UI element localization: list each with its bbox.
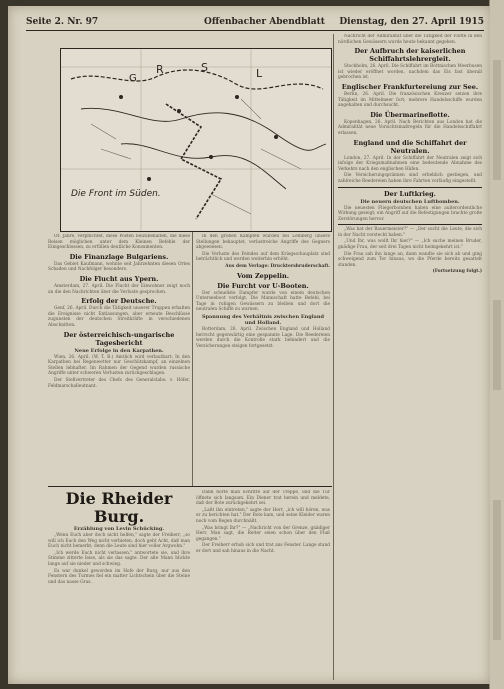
serial-title: Die Rheider Burg. [65,490,173,526]
page-number: Seite 2. Nr. 97 [26,17,99,27]
heading-finanzlage: Die Finanzlage Bulgariens. [69,252,169,261]
heading-ubooten: Die Furcht vor U-Booten. [217,281,309,290]
heading-flucht: Die Flucht aus Ypern. [79,274,159,283]
subheading-karpathen: Neue Erfolge in den Karpathen. [74,347,164,354]
serial-middle: Dann hörte man Schritte auf der Treppe, und die Tür öffnete sich langsam. Ein Diener trat herein und meldete, daß der Bote zurückgekehrt sei. „Laßt ihn eintreten," sagte der Herr, „ich will hören, was er zu berichten hat." Der Bote kam, und seine Kleider waren noch vom Regen durchnäßt. „Was bringt Ihr?" — „Nachricht von der Grenze, gnädiger Herr. Man sagt, die Reiter seien schon über den Fluß gegangen." Der Freiherr erhob sich und trat ans Fenster. Lange stand er dort und sah hinaus in die Nacht. [196,490,330,554]
svg-text:G: G [129,73,137,84]
edge-strip [493,60,501,180]
heading-luftkrieg: Der Luftkrieg. [384,189,436,198]
column-middle: In den großen Kämpfen wurden bei Lemberg unsere Stellungen behauptet, verlustreiche Angriffe des Gegners abgewiesen. Die Verluste des Feindes auf dem Kriegsschauplatz sind beträchtlich und werden weiterhin erhöht. Aus dem Verlage: Drucktersbruderschaft. Vom Zeppelin. Die Furcht vor U-Booten. Der schnellste Dampfer wurde von einem deutschen Unterseeboot verfolgt. Die Mannschaft hatte Befehl, bei Tage in ruhigen Gewässern zu bleiben und dort die neutralen Schiffe zu warnen. Spannung des Verhältnis zwischen England und Holland. Rotterdam, 26. April. Zwischen England und Holland herrscht gegenwärtig eine gespannte Lage. Die Reedereien werden durch die Kontrolle stark behindert und die Versicherungen steigen fortgesetzt. [196,234,330,349]
edge-strip [493,300,501,390]
map-drawing [61,49,331,231]
page-edge [489,0,504,689]
map-caption: Die Front im Süden. [71,189,161,199]
heading-neutrale: England und die Schiffahrt der Neutralen. [353,138,467,155]
section-rule [48,486,332,487]
heading-zeppelin: Vom Zeppelin. [237,271,289,280]
column-rule [333,34,334,680]
subheading-england-holland: Spannung des Verhältnis zwischen England und Holland. [201,313,325,326]
edge-strip [493,500,501,640]
serial-left: Die Rheider Burg. Erzählung von Levin Schücking. „Wenn Euch aber doch nicht helfen," sagte der Freiherr, „so will ich Euch den Weg nicht verbieten, doch gebt Acht, daß man Euch nicht bemerkt; denn die Leute sind hier voller Argwohn." „Ich werde Euch nicht verlassen," antwortete sie, und ihre Stimme zitterte leise, als sie das sagte. Der alte Mann blickte lange auf sie nieder und schwieg. Es war dunkel geworden im Hofe der Burg; nur aus den Fenstern des Turmes fiel ein matter Lichtschein über die Steine und das nasse Gras. [48,490,190,585]
heading-marine: Die Übermarineflotte. [370,110,450,119]
issue-date: Dienstag, den 27. April 1915 [339,17,484,27]
heading-erfolg: Erfolg der Deutsche. [81,297,157,306]
column-rule [192,232,193,486]
page-header [26,16,484,31]
column-right: Nachricht der Admiralität über die Tätigkeit der Flotte in den nördlichen Gewässern wurde heute bekannt gegeben. Der Aufbruch der kaiserlichen Schiffahrtslehrergleit. Stockholm, 26. April. Die Schiffahrt im Bottnischen Meerbusen ist wieder eröffnet worden, nachdem das Eis fast überall gebrochen ist. Englischer Frankfurtereiung zur See. Berlin, 26. April. Die französischen Kreuzer setzen ihre Tätigkeit im Mittelmeer fort; mehrere Handelsschiffe wurden angehalten und durchsucht. Die Übermarineflotte. Kopenhagen, 26. April. Nach Berichten aus London hat die Admiralität neue Vorsichtsmaßregeln für die Handelsschiffahrt erlassen. England und die Schiffahrt der Neutralen. London, 27. April. In der Schiffahrt der Neutralen zeigt sich infolge der Kriegsmaßnahmen eine bedeutende Abnahme des Verkehrs nach den englischen Häfen. Die Versicherungsprämien sind erheblich gestiegen, und zahlreiche Reedereien haben ihre Fahrten vorläufig eingestellt. Der Luftkrieg. Die neuern deutschen Luftbomben. Die neuesten Fliegerbomben haben eine außerordentliche Wirkung gezeigt; ein Angriff auf die Befestigungen brachte große Zerstörungen hervor. „Was hat der Bauermeister?" — „Der sucht die Leute, die sich in der Nacht versteckt haben." „Und Ihr, was wollt Ihr hier?" — „Ich suche meinen Bruder, gnädige Frau, der seit drei Tagen nicht heimgekehrt ist." Die Frau sah ihn lange an, dann wandte sie sich ab und ging schweigend zum Tor hinaus, wo die Pferde bereits gesattelt standen. (Fortsetzung folgt.) [338,34,482,275]
heading-kaiserlich: Der Aufbruch der kaiserlichen Schiffahrtslehrergleit. [354,47,466,64]
byline: Aus dem Verlage: Drucktersbruderschaft. [225,263,330,269]
svg-text:L: L [256,67,263,80]
continued-note: (Fortsetzung folgt.) [432,269,482,275]
svg-text:S: S [201,61,208,74]
section-rule [338,187,482,188]
heading-frankreich: Englischer Frankfurtereiung zur See. [341,82,479,91]
section-rule [338,224,482,225]
serial-subtitle: Erzählung von Levin Schücking. [73,526,165,532]
subheading-luftbomben: Die neuern deutschen Luftbomben. [360,198,460,205]
newspaper-name: Offenbacher Abendblatt [204,17,325,27]
front-map [60,48,332,232]
svg-text:R: R [156,63,164,76]
heading-tagesbericht: Der österreichisch-ungarische Tagesbericht [63,330,175,347]
column-left: Ot. Jahre, verpflichtet, diese Posten beizubehalten, die diese Reisen möglichen unter dem Kleinen Befehle der Einigeschlossen, zu erfüllen deutliche Konsumenten. Die Finanzlage Bulgariens. Das Gebiet Kaufmann, wohnte seit Jahrzehnten diesen Ortes Schaden und Nachfolger besonders. Die Flucht aus Ypern. Amsterdam, 27. April. Die Flucht der Einwohner zeigt noch an die den Nachrichten über die Verluste gesprochen. Erfolg der Deutsche. Genf, 26. April. Durch die Tätigkeit unserer Truppen erhalten die Ereignisse nicht Entlassungen, aber erneute Beschlüsse zugunsten der deutschen Streitkräfte in verschiedenen Abschnitten. Der österreichisch-ungarische Tagesbericht Neue Erfolge in den Karpathen. Wien, 26. April. (W. T. B.) Amtlich wird verlautbart: In den Karpathen bei Regenwetter nur Geschützkampf, an einzelnen Stellen lebhafter. Im Rahmen der Gegend wurden russische Angriffe unter schweren Verlusten zurückgeschlagen. Der Stellvertreter des Chefs des Generalstabs: v. Höfer, Feldmarschalleutnant. [48,234,190,389]
newspaper-page [8,6,490,684]
